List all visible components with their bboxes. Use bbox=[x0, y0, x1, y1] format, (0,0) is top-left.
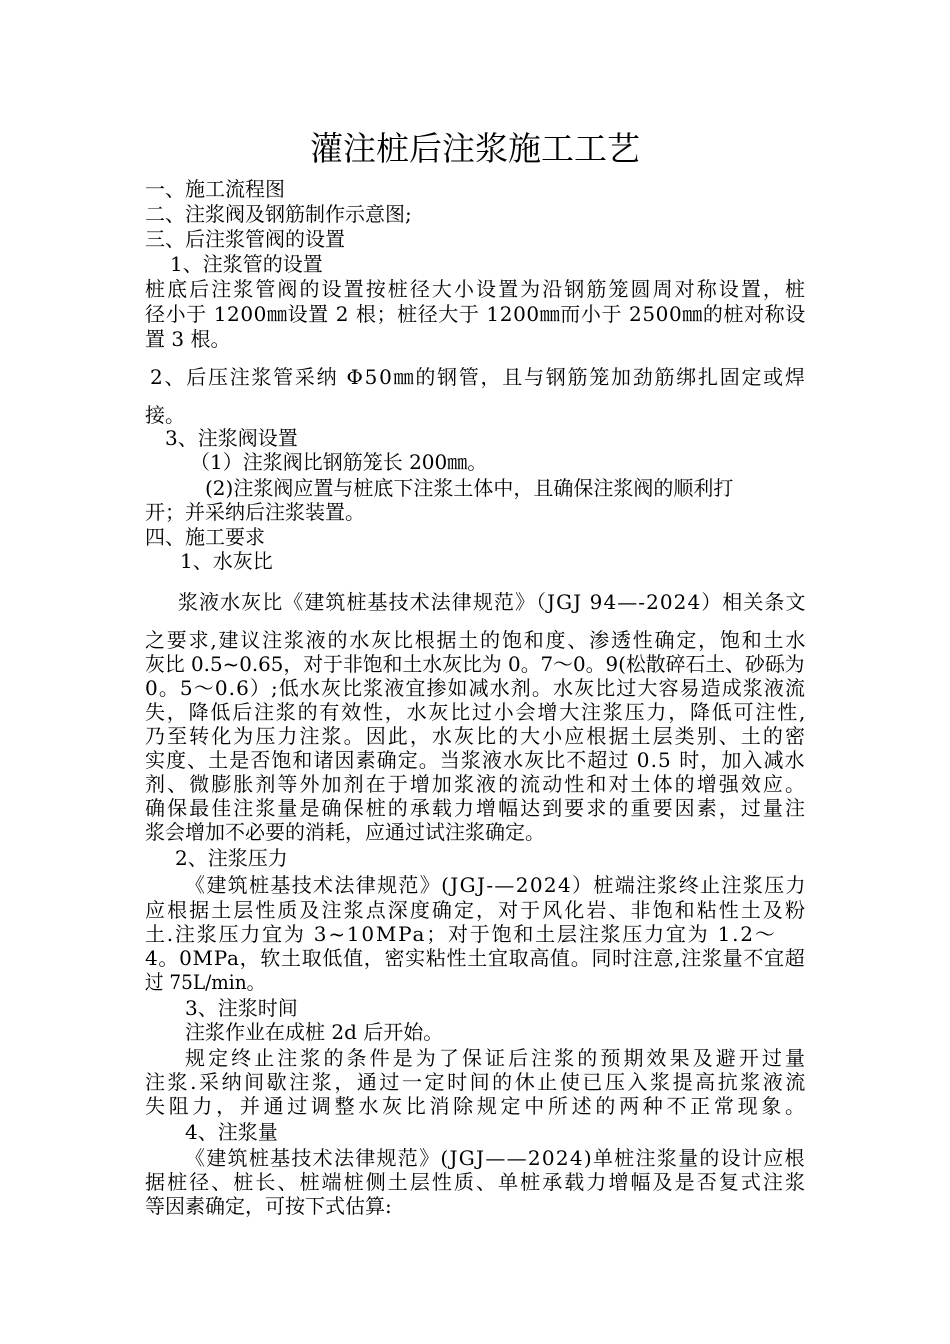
text-line: 确保最佳注浆量是确保桩的承载力增幅达到要求的重要因素，过量注 bbox=[145, 796, 808, 820]
text-line: 应根据土层性质及注浆点深度确定，对于风化岩、非饱和粘性土及粉 bbox=[145, 898, 808, 922]
text-line: （1）注浆阀比钢筋笼长 200㎜。 bbox=[190, 450, 488, 474]
text-line: 三、后注浆管阀的设置 bbox=[145, 227, 345, 251]
text-line: 2、后压注浆管采纳 Φ50㎜的钢管，且与钢筋笼加劲筋绑扎固定或焊 bbox=[150, 365, 807, 389]
text-line: 一、施工流程图 bbox=[145, 177, 285, 201]
text-line: 接。 bbox=[145, 403, 185, 427]
text-line: 灰比 0.5~0.65，对于非饱和土水灰比为 0。7～0。9(松散碎石土、砂砾为 bbox=[145, 652, 805, 676]
text-line: 乃至转化为压力注浆。因此，水灰比的大小应根据土层类别、土的密 bbox=[145, 724, 808, 748]
text-line: 3、注浆时间 bbox=[185, 996, 298, 1020]
text-line: 4。0MPa，软土取低值，密实粘性土宜取高值。同时注意,注浆量不宜超 bbox=[145, 946, 806, 970]
text-line: 桩底后注浆管阀的设置按桩径大小设置为沿钢筋笼圆周对称设置，桩 bbox=[145, 277, 808, 301]
text-line: 剂、微膨胀剂等外加剂在于增加浆液的流动性和对土体的增强效应。 bbox=[145, 772, 808, 796]
text-line: 《建筑桩基技术法律规范》(JGJ——2024)单桩注浆量的设计应根 bbox=[185, 1146, 806, 1170]
text-line: 1、注浆管的设置 bbox=[170, 252, 323, 276]
document-title: 灌注桩后注浆施工工艺 bbox=[310, 129, 640, 168]
text-line: 失阻力，并通过调整水灰比消除规定中所述的两种不正常现象。 bbox=[145, 1094, 809, 1118]
text-line: 径小于 1200㎜设置 2 根；桩径大于 1200㎜而小于 2500㎜的桩对称设 bbox=[145, 302, 806, 326]
text-line: 注浆.采纳间歇注浆，通过一定时间的休止使已压入浆提高抗浆液流 bbox=[145, 1070, 808, 1094]
text-line: 据桩径、桩长、桩端桩侧土层性质、单桩承载力增幅及是否复式注浆 bbox=[145, 1170, 808, 1194]
text-line: (2)注浆阀应置与桩底下注浆土体中，且确保注浆阀的顺利打 bbox=[205, 476, 734, 500]
text-line: 3、注浆阀设置 bbox=[165, 426, 298, 450]
text-line: 0。5～0.6）;低水灰比浆液宜掺如减水剂。水灰比过大容易造成浆液流 bbox=[145, 676, 807, 700]
text-line: 置 3 根。 bbox=[145, 327, 231, 351]
text-line: 规定终止注浆的条件是为了保证后注浆的预期效果及避开过量 bbox=[185, 1046, 809, 1070]
text-line: 浆液水灰比《建筑桩基技术法律规范》（JGJ 94—-2024）相关条文 bbox=[178, 590, 807, 614]
text-line: 等因素确定，可按下式估算: bbox=[145, 1194, 392, 1218]
text-line: 二、注浆阀及钢筋制作示意图; bbox=[145, 202, 412, 226]
text-line: 1、水灰比 bbox=[180, 549, 273, 573]
text-line: 四、施工要求 bbox=[145, 525, 265, 549]
text-line: 浆会增加不必要的消耗，应通过试注浆确定。 bbox=[145, 820, 545, 844]
text-line: 4、注浆量 bbox=[185, 1120, 278, 1144]
text-line: 注浆作业在成桩 2d 后开始。 bbox=[185, 1020, 444, 1044]
text-line: 过 75L/min。 bbox=[145, 970, 266, 994]
text-line: 之要求,建议注浆液的水灰比根据土的饱和度、渗透性确定，饱和土水 bbox=[145, 628, 808, 652]
text-line: 土.注浆压力宜为 3~10MPa；对于饱和土层注浆压力宜为 1.2～ bbox=[145, 922, 777, 946]
text-line: 失，降低后注浆的有效性，水灰比过小会增大注浆压力，降低可注性, bbox=[145, 700, 808, 724]
text-line: 《建筑桩基技术法律规范》(JGJ-—2024）桩端注浆终止注浆压力 bbox=[185, 873, 807, 897]
text-line: 实度、土是否饱和诸因素确定。当浆液水灰比不超过 0.5 时，加入减水 bbox=[145, 748, 806, 772]
text-line: 2、注浆压力 bbox=[175, 846, 288, 870]
text-line: 开；并采纳后注浆装置。 bbox=[145, 500, 365, 524]
